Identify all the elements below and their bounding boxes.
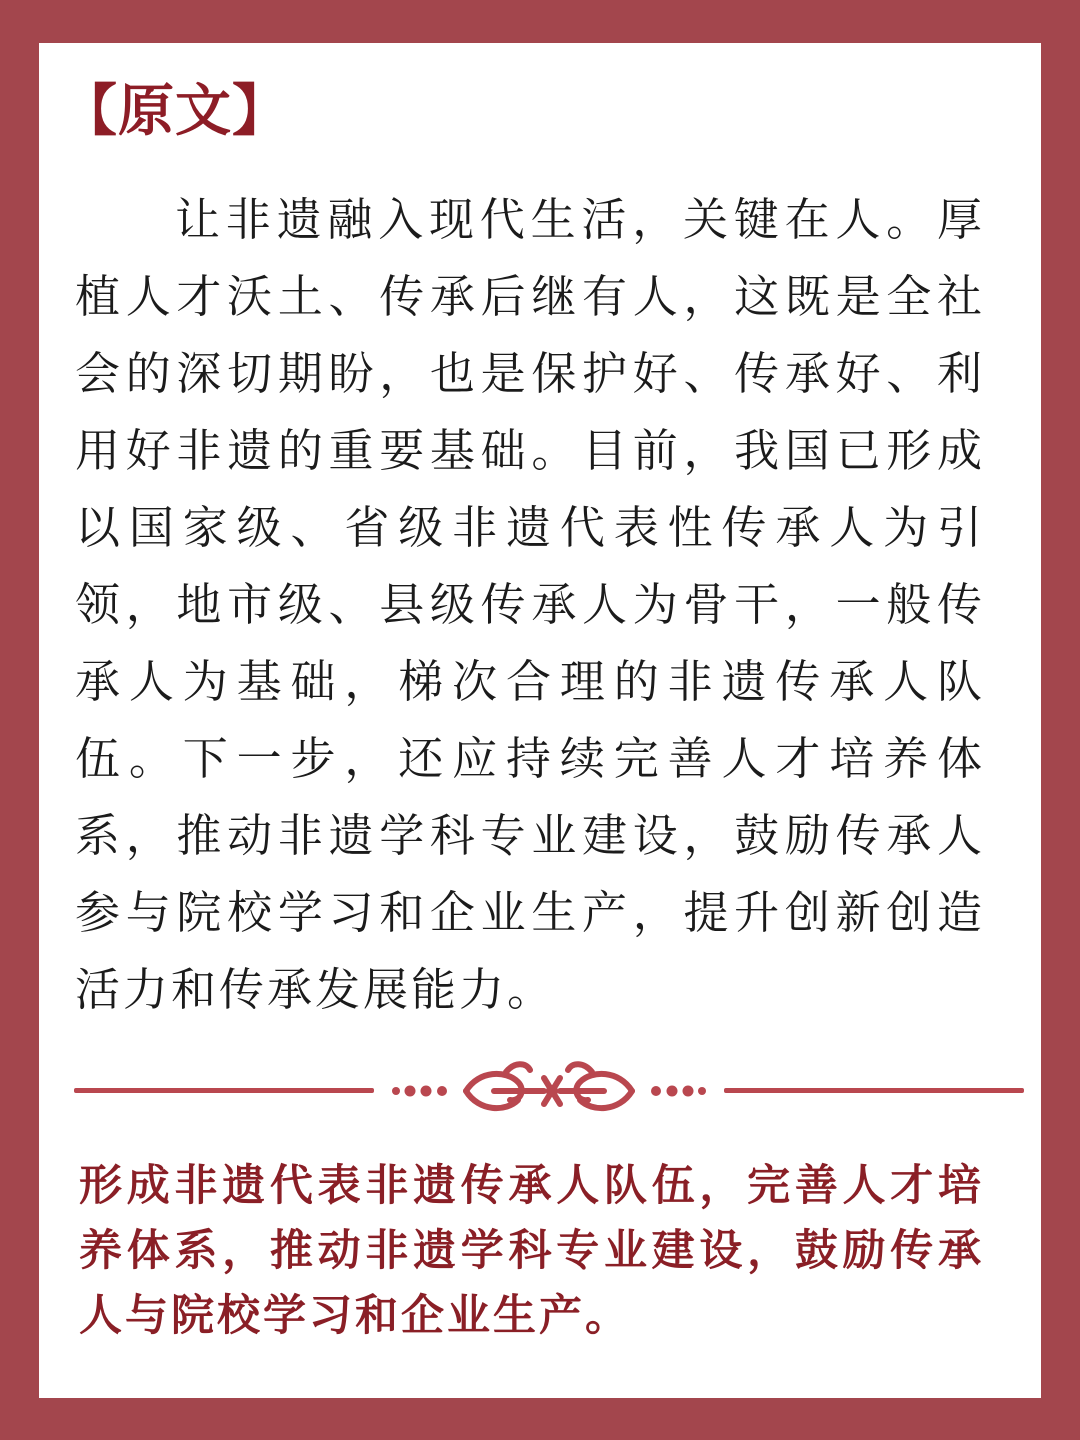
- dots-left-icon: [392, 1086, 447, 1097]
- section-heading: 【原文】: [61, 79, 289, 144]
- fleuron-ornament-icon: [466, 1064, 632, 1108]
- content-card: [39, 43, 1041, 1398]
- dots-right-icon: [651, 1086, 706, 1097]
- original-text-paragraph: 让非遗融入现代生活，关键在人。厚植人才沃土、传承后继有人，这既是全社会的深切期盼，也是保护好、传承好、利用好非遗的重要基础。目前，我国已形成以国家级、省级非遗代表性传承人为引领，地市级、县级传承人为骨干，一般传承人为基础，梯次合理的非遗传承人队伍。下一步，还应持续完善人才培养体系，推动非遗学科专业建设，鼓励传承人参与院校学习和企业生产，提升创新创造活力和传承发展能力。: [75, 193, 985, 1016]
- summary-paragraph: 形成非遗代表非遗传承人队伍，完善人才培养体系，推动非遗学科专业建设，鼓励传承人与院校学习和企业生产。: [79, 1161, 984, 1341]
- divider-line-right: [724, 1088, 1024, 1093]
- ornamental-divider: [74, 1048, 1024, 1134]
- divider-line-left: [74, 1088, 374, 1093]
